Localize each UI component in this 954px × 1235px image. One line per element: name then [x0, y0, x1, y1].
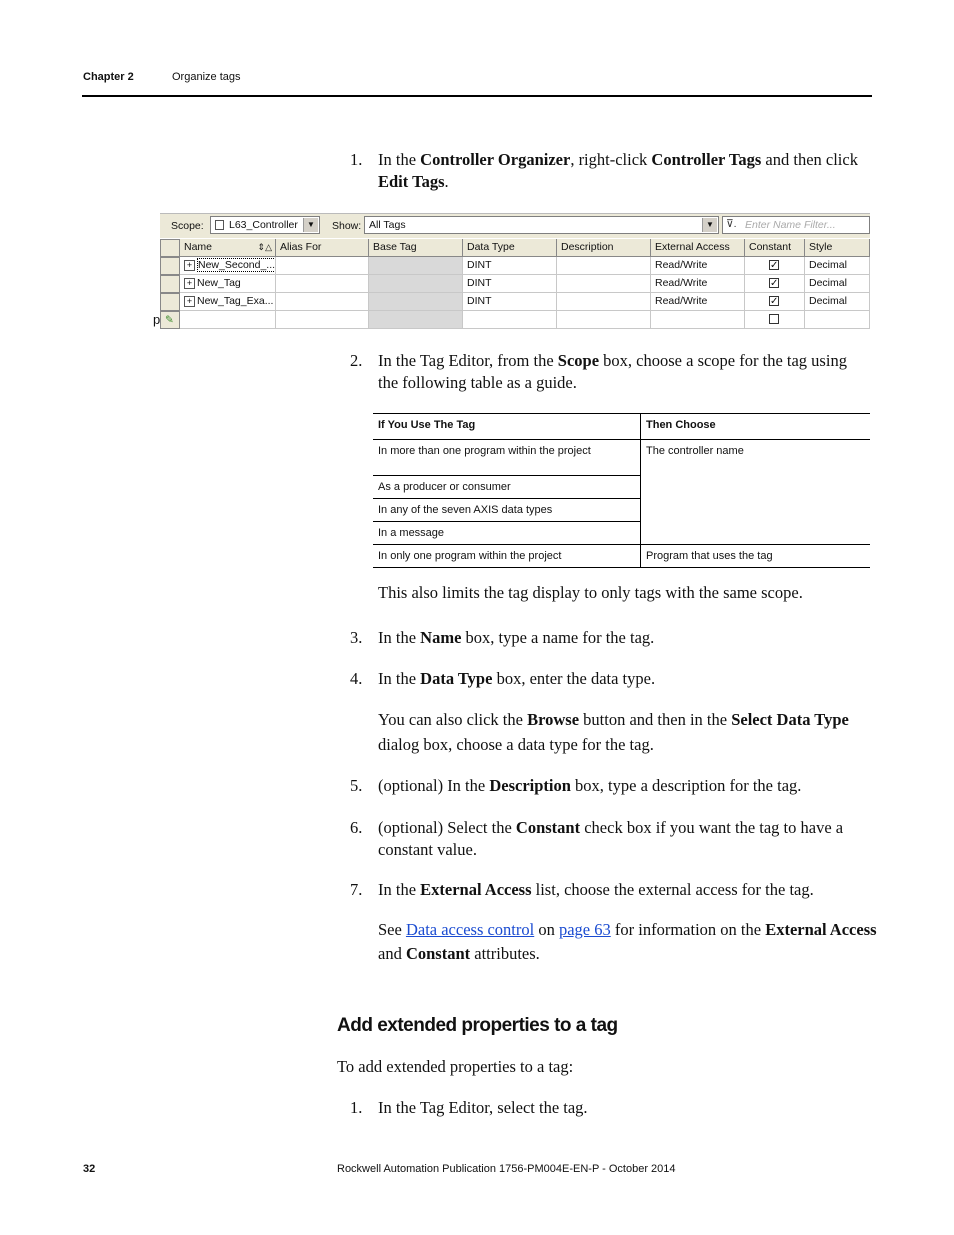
new-tag-row[interactable] — [160, 311, 870, 329]
tag-editor-screenshot — [160, 213, 870, 328]
column-external-access[interactable]: External Access — [651, 239, 745, 257]
expand-icon[interactable]: + — [184, 260, 195, 271]
chevron-down-icon[interactable]: ▼ — [303, 218, 318, 232]
tag-editor-toolbar — [160, 213, 870, 238]
table-row: In a message — [373, 522, 870, 545]
page-63-link[interactable]: page 63 — [558, 920, 611, 939]
chevron-down-icon[interactable]: ▼ — [702, 218, 717, 232]
grid-header-row — [160, 239, 870, 257]
chapter-label: Chapter 2 — [83, 71, 134, 83]
column-alias-for[interactable]: Alias For — [276, 239, 369, 257]
name-filter-input[interactable]: ⊽. Enter Name Filter... — [722, 216, 870, 234]
constant-checkbox[interactable]: ✓ — [770, 296, 779, 307]
column-name[interactable]: Name ⇕△ — [180, 239, 276, 257]
controller-icon — [215, 220, 224, 230]
page-number: 32 — [83, 1163, 96, 1175]
table-row: In only one program within the project Program that uses the tag — [373, 545, 870, 568]
show-label: Show: — [332, 220, 362, 232]
expand-icon[interactable]: + — [184, 296, 195, 307]
header-rule — [82, 95, 872, 97]
section-label: Organize tags — [172, 71, 241, 83]
column-base-tag[interactable]: Base Tag — [369, 239, 463, 257]
constant-checkbox[interactable]: ✓ — [770, 278, 779, 289]
filter-icon: ⊽. — [726, 218, 737, 230]
table-row[interactable]: + New_Tag DINT Read/Write ✓ Decimal — [160, 275, 870, 293]
table-header-row: If You Use The Tag Then Choose — [373, 414, 870, 440]
expand-icon[interactable]: + — [184, 278, 195, 289]
constant-checkbox[interactable]: ✓ — [770, 260, 779, 271]
table-row: In any of the seven AXIS data types — [373, 499, 870, 522]
table-row: As a producer or consumer — [373, 476, 870, 499]
column-style[interactable]: Style — [805, 239, 870, 257]
column-data-type[interactable]: Data Type — [463, 239, 557, 257]
sort-icon: ⇕△ — [257, 242, 272, 252]
scope-guide-table — [373, 413, 870, 568]
scope-label: Scope: — [171, 220, 204, 232]
constant-checkbox[interactable] — [769, 314, 779, 324]
table-row[interactable]: + New_Tag_Exa... DINT Read/Write ✓ Decimal — [160, 293, 870, 311]
column-description[interactable]: Description — [557, 239, 651, 257]
show-combo[interactable]: All Tags ▼ — [364, 216, 719, 234]
column-constant[interactable]: Constant — [745, 239, 805, 257]
new-row-marker: p — [153, 312, 161, 327]
table-row[interactable]: + New_Second_... DINT Read/Write ✓ Decimal — [160, 257, 870, 275]
publication-info: Rockwell Automation Publication 1756-PM004E-EN-P - October 2014 — [337, 1163, 676, 1175]
data-access-control-link[interactable]: Data access control — [405, 920, 535, 939]
section-heading: Add extended properties to a tag — [337, 1015, 618, 1036]
edit-pencil-icon: ✎ — [165, 314, 174, 326]
scope-combo[interactable]: L63_Controller ▼ — [210, 216, 320, 234]
section-intro: To add extended properties to a tag: — [337, 1057, 574, 1076]
table-row: In more than one program within the project The controller name — [373, 440, 870, 476]
